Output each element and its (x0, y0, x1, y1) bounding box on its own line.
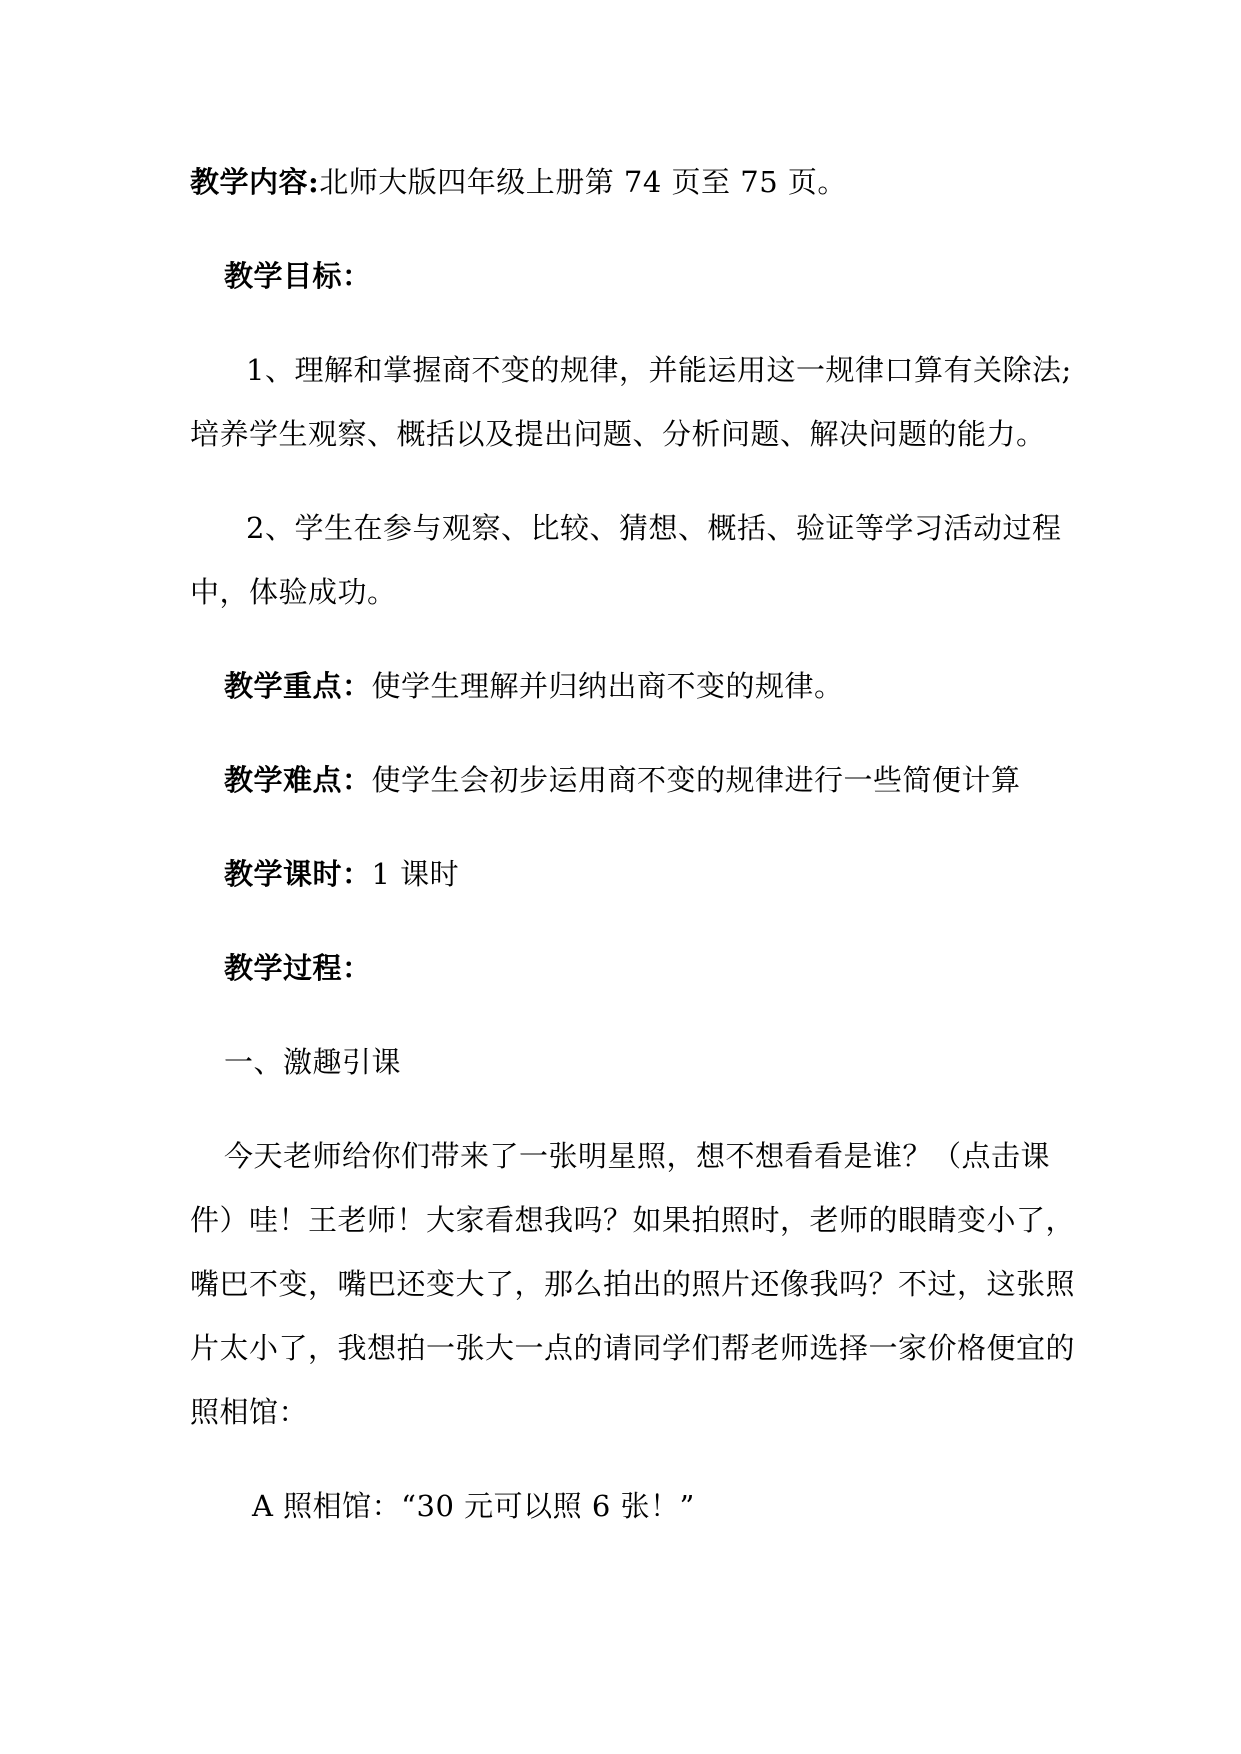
process-heading: 教学过程： (224, 951, 372, 985)
objective-2-line-1: 2、学生在参与观察、比较、猜想、概括、验证等学习活动过程 (246, 511, 1062, 545)
intro-line-4: 片太小了，我想拍一张大一点的请同学们帮老师选择一家价格便宜的 (190, 1331, 1076, 1365)
content-line (190, 162, 847, 202)
content-text: 北师大版四年级上册第 74 页至 75 页。 (319, 165, 847, 199)
intro-line-2: 件）哇！王老师！大家看想我吗？如果拍照时，老师的眼睛变小了， (190, 1203, 1076, 1237)
class-hours-label: 教学课时： (224, 857, 372, 891)
intro-line-3: 嘴巴不变，嘴巴还变大了，那么拍出的照片还像我吗？不过，这张照 (190, 1267, 1076, 1301)
studio-a-line: A 照相馆：“30 元可以照 6 张！” (252, 1489, 695, 1523)
content-label: 教学内容: (190, 165, 320, 199)
objectives-heading: 教学目标： (224, 259, 372, 293)
difficulty-line (224, 760, 1021, 800)
class-hours-line (224, 854, 459, 894)
intro-line-1: 今天老师给你们带来了一张明星照，想不想看看是谁？（点击课 (224, 1139, 1051, 1173)
difficulty-label: 教学难点： (224, 763, 372, 797)
class-hours-text: 1 课时 (371, 857, 460, 891)
key-point-line (224, 666, 844, 706)
objective-1-line-2: 培养学生观察、概括以及提出问题、分析问题、解决问题的能力。 (190, 417, 1046, 451)
key-point-label: 教学重点： (224, 669, 372, 703)
difficulty-text: 使学生会初步运用商不变的规律进行一些简便计算 (371, 763, 1021, 797)
objective-2-line-2: 中，体验成功。 (190, 575, 397, 609)
intro-line-5: 照相馆： (190, 1395, 309, 1429)
section-1-title: 一、激趣引课 (224, 1045, 402, 1079)
objective-1-line-1: 1、理解和掌握商不变的规律，并能运用这一规律口算有关除法; (246, 353, 1072, 387)
key-point-text: 使学生理解并归纳出商不变的规律。 (371, 669, 844, 703)
